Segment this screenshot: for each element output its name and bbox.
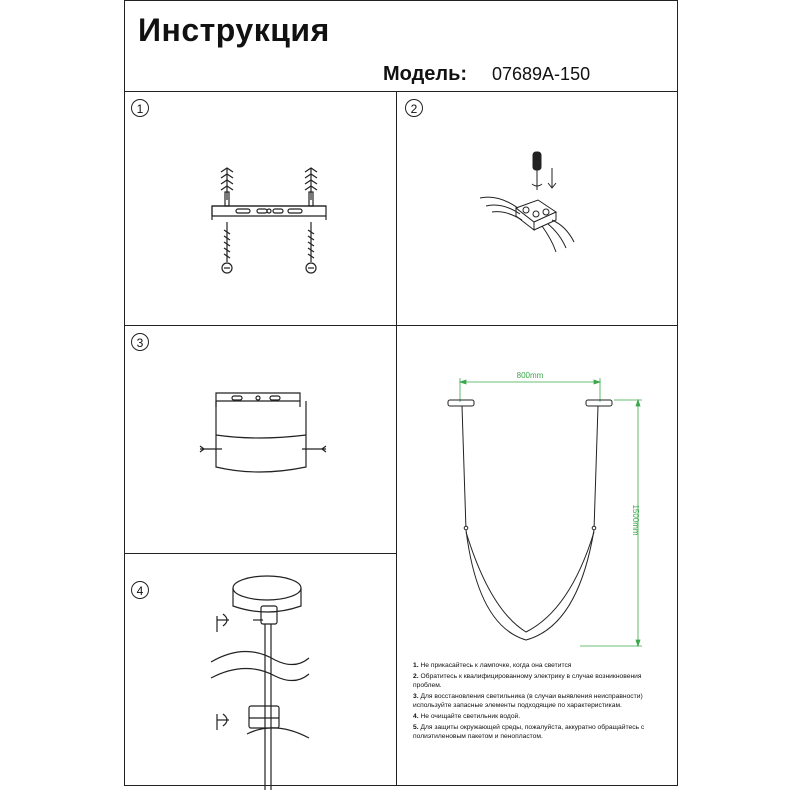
clamp-bottom xyxy=(249,706,279,728)
page-title: Инструкция xyxy=(138,12,330,48)
note-item xyxy=(413,693,663,710)
lamp-body xyxy=(462,406,598,640)
note-text: Не очищайте светильник водой. xyxy=(420,713,521,721)
suspension-cable xyxy=(265,624,271,790)
step1-bracket-diagram xyxy=(200,160,340,290)
vertical-divider xyxy=(396,91,397,786)
note-text: Обратитесь к квалифицированному электрику в случае возникновения проблем. xyxy=(413,673,642,689)
note-item xyxy=(413,673,663,690)
step-number-1: 1 xyxy=(131,99,149,117)
insert-arrows xyxy=(200,446,326,452)
note-text: Для защиты окружающей среды, пожалуйста, аккуратно обращайтесь с полиэтиленовым пакетом и пенопластом. xyxy=(413,724,645,740)
note-number: 4. xyxy=(413,713,419,721)
screw-right xyxy=(306,222,316,273)
wall-anchor-right xyxy=(305,168,317,206)
note-text: Для восстановления светильника (в случаи выявления неисправности) используйте запасные элементы подходящие по характеристикам. xyxy=(413,693,643,709)
note-number: 2. xyxy=(413,673,419,681)
screw-left xyxy=(222,222,232,273)
canopy-cup xyxy=(216,401,306,472)
step3-canopy-diagram xyxy=(196,385,336,485)
step2-wiring-diagram xyxy=(478,150,588,260)
clamp-top xyxy=(253,606,277,624)
wall-anchor-left xyxy=(221,168,233,206)
width-dimension-label: 800mm xyxy=(516,371,544,380)
dimension-diagram xyxy=(430,360,660,660)
note-item xyxy=(413,713,663,721)
height-dimension-label: 1500mm xyxy=(631,504,640,536)
note-number: 5. xyxy=(413,724,419,732)
note-number: 3. xyxy=(413,693,419,701)
canopy-bracket xyxy=(216,393,300,407)
screwdriver xyxy=(532,152,542,190)
step-number-2: 2 xyxy=(405,99,423,117)
width-dimension xyxy=(460,378,600,402)
note-number: 1. xyxy=(413,662,419,669)
canopy-right xyxy=(586,400,612,406)
canopy-left xyxy=(448,400,474,406)
note-text: Не прикасайтесь к лампочке, когда она светится xyxy=(420,662,572,669)
model-label: Модель: xyxy=(383,63,468,85)
break-lines xyxy=(211,651,309,738)
header-divider xyxy=(124,91,678,92)
model-number: 07689A-150 xyxy=(492,64,591,84)
row1-divider xyxy=(124,325,678,326)
step4-suspension-diagram xyxy=(205,570,315,790)
step-number-3: 3 xyxy=(131,333,149,351)
note-item xyxy=(413,662,663,670)
set-screw-icon-top xyxy=(217,614,229,632)
note-item xyxy=(413,724,663,741)
mounting-bracket xyxy=(212,206,326,220)
step-number-4: 4 xyxy=(131,581,149,599)
row2-divider xyxy=(124,553,396,554)
safety-notes xyxy=(413,662,663,744)
down-arrow xyxy=(548,168,556,188)
set-screw-icon-bottom xyxy=(217,714,229,730)
